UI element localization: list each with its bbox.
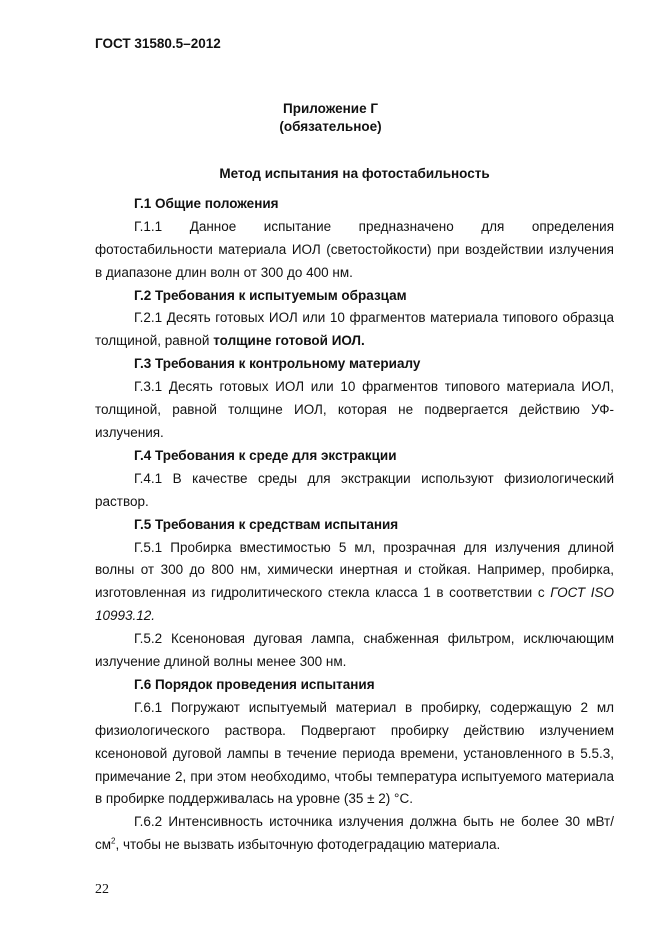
section-heading-g6: Г.6 Порядок проведения испытания	[134, 676, 375, 692]
paragraph-g5-1-text: Г.5.1 Пробирка вместимостью 5 мл, прозрачная для излучения длиной волны от 300 до 800 нм, химически инертная и стойкая. Например, пробирка, изготовленная из гидролитического стекла класса 1 в соответствии с	[95, 539, 614, 601]
appendix-subtitle: (обязательное)	[279, 119, 382, 134]
document-body	[95, 163, 614, 857]
paragraph-g6-1: Г.6.1 Погружают испытуемый материал в пробирку, содержащую 2 мл физиологического раствора. Подвергают пробирку действию излучением ксеноновой дуговой лампы в течение периода времени, установленного в 5.5.3, примечание 2, при этом необходимо, чтобы температура испытуемого материала в пробирке поддерживалась на уровне (35 ± 2) °С.	[95, 699, 614, 807]
page-number: 22	[95, 882, 109, 897]
paragraph-g5-2: Г.5.2 Ксеноновая дуговая лампа, снабженная фильтром, исключающим излучение длиной волны менее 300 нм.	[95, 631, 614, 670]
paragraph-g5-1	[95, 537, 614, 629]
method-title: Метод испытания на фотостабильность	[219, 166, 490, 181]
section-heading-g2: Г.2 Требования к испытуемым образцам	[134, 287, 407, 303]
document-header: ГОСТ 31580.5–2012	[95, 36, 221, 51]
paragraph-g6-2-text-b: , чтобы не вызвать избыточную фотодеградацию материала.	[115, 837, 501, 853]
paragraph-g2-1	[95, 307, 614, 353]
section-heading-g3: Г.3 Требования к контрольному материалу	[134, 356, 421, 372]
standard-reference: ГОСТ ISO 10993.12.	[95, 585, 614, 624]
section-heading-g5: Г.5 Требования к средствам испытания	[134, 516, 399, 532]
paragraph-g6-2	[95, 811, 614, 857]
paragraph-g1-1: Г.1.1 Данное испытание предназначено для определения фотостабильности материала ИОЛ (светостойкости) при воздействии излучения в диапазоне длин волн от 300 до 400 нм.	[95, 218, 614, 280]
section-heading-g4: Г.4 Требования к среде для экстракции	[134, 447, 397, 463]
superscript: 2	[111, 836, 116, 846]
section-heading-g1: Г.1 Общие положения	[134, 195, 279, 211]
paragraph-g2-1-text: Г.2.1 Десять готовых ИОЛ или 10 фрагментов материала типового образца толщиной, равной	[95, 310, 614, 349]
paragraph-g6-2-text-a: Г.6.2 Интенсивность источника излучения должна быть не более 30 мВт/см	[95, 814, 614, 853]
paragraph-g2-1-bold: толщине готовой ИОЛ.	[213, 333, 365, 349]
appendix-title: Приложение Г	[283, 101, 378, 116]
paragraph-g4-1: Г.4.1 В качестве среды для экстракции используют физиологический раствор.	[95, 470, 614, 509]
paragraph-g3-1: Г.3.1 Десять готовых ИОЛ или 10 фрагментов типового материала ИОЛ, толщиной, равной толщине ИОЛ, которая не подвергается действию УФ-излучения.	[95, 379, 614, 440]
